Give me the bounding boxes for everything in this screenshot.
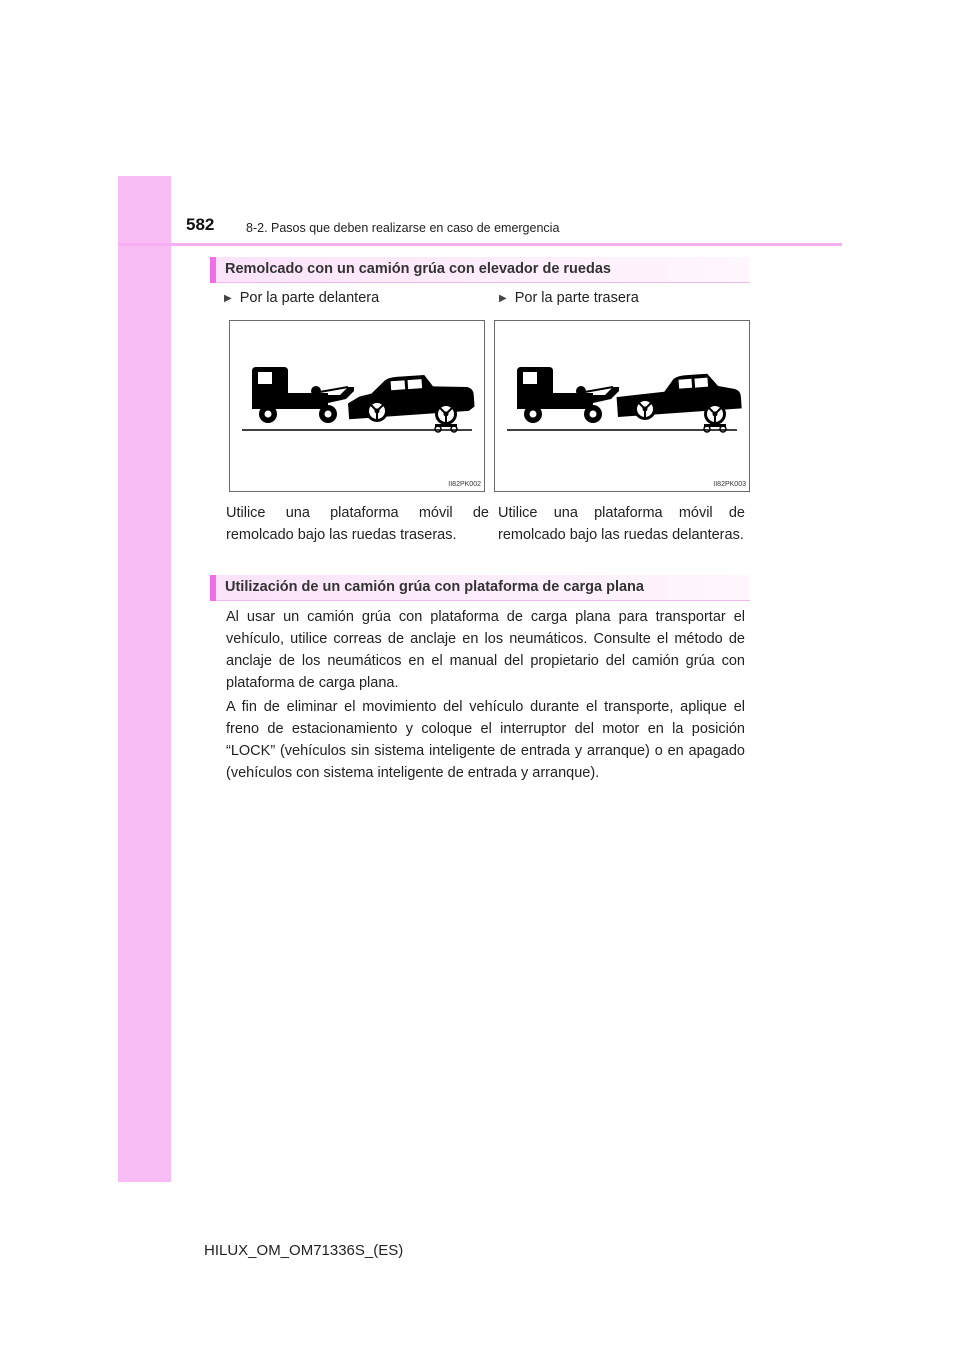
triangle-bullet-icon: ▶: [499, 293, 507, 304]
section-heading-text: Remolcado con un camión grúa con elevador de ruedas: [225, 261, 611, 277]
tow-truck-rear-illustration: [495, 321, 749, 491]
section-heading-flatbed: [210, 575, 750, 601]
tow-truck-front-illustration: [230, 321, 484, 491]
figure-tow-rear: [494, 320, 750, 492]
paragraph-flatbed-straps: Al usar un camión grúa con plataforma de carga plana para transportar el vehículo, utilice correas de anclaje en los neumáticos. Consulte el método de anclaje de los neumáticos en el manual del propietario del camión grúa con plataforma de carga plana.: [226, 609, 745, 691]
caption-rear: Utilice una plataforma móvil de remolcado bajo las ruedas delanteras.: [498, 505, 745, 543]
side-tab-bar: [118, 176, 171, 1182]
label-front: ▶ Por la parte delantera: [224, 290, 380, 306]
label-rear: ▶ Por la parte trasera: [499, 290, 639, 306]
figure-code: II82PK002: [448, 481, 481, 488]
caption-front: Utilice una plataforma móvil de remolcado bajo las ruedas traseras.: [226, 505, 489, 543]
triangle-bullet-icon: ▶: [224, 293, 232, 304]
paragraph-flatbed-brake: A fin de eliminar el movimiento del vehículo durante el transporte, aplique el freno de estacionamiento y coloque el interruptor del motor en la posición “LOCK” (vehículos sin sistema inteligente de entrada y arranque) o en apagado (vehículos con sistema inteligente de entrada y arranque).: [226, 699, 745, 781]
figure-tow-front: [229, 320, 485, 492]
section-heading-text: Utilización de un camión grúa con plataforma de carga plana: [225, 579, 644, 595]
page-number: 582: [186, 215, 215, 234]
chapter-title: 8-2. Pasos que deben realizarse en caso de emergencia: [246, 221, 560, 235]
figure-code: II82PK003: [713, 481, 746, 488]
heading-accent-bar: [210, 575, 216, 601]
document-code: HILUX_OM_OM71336S_(ES): [204, 1242, 404, 1259]
header-rule: [118, 243, 842, 246]
heading-accent-bar: [210, 257, 216, 283]
section-heading-wheel-lift: [210, 257, 750, 283]
